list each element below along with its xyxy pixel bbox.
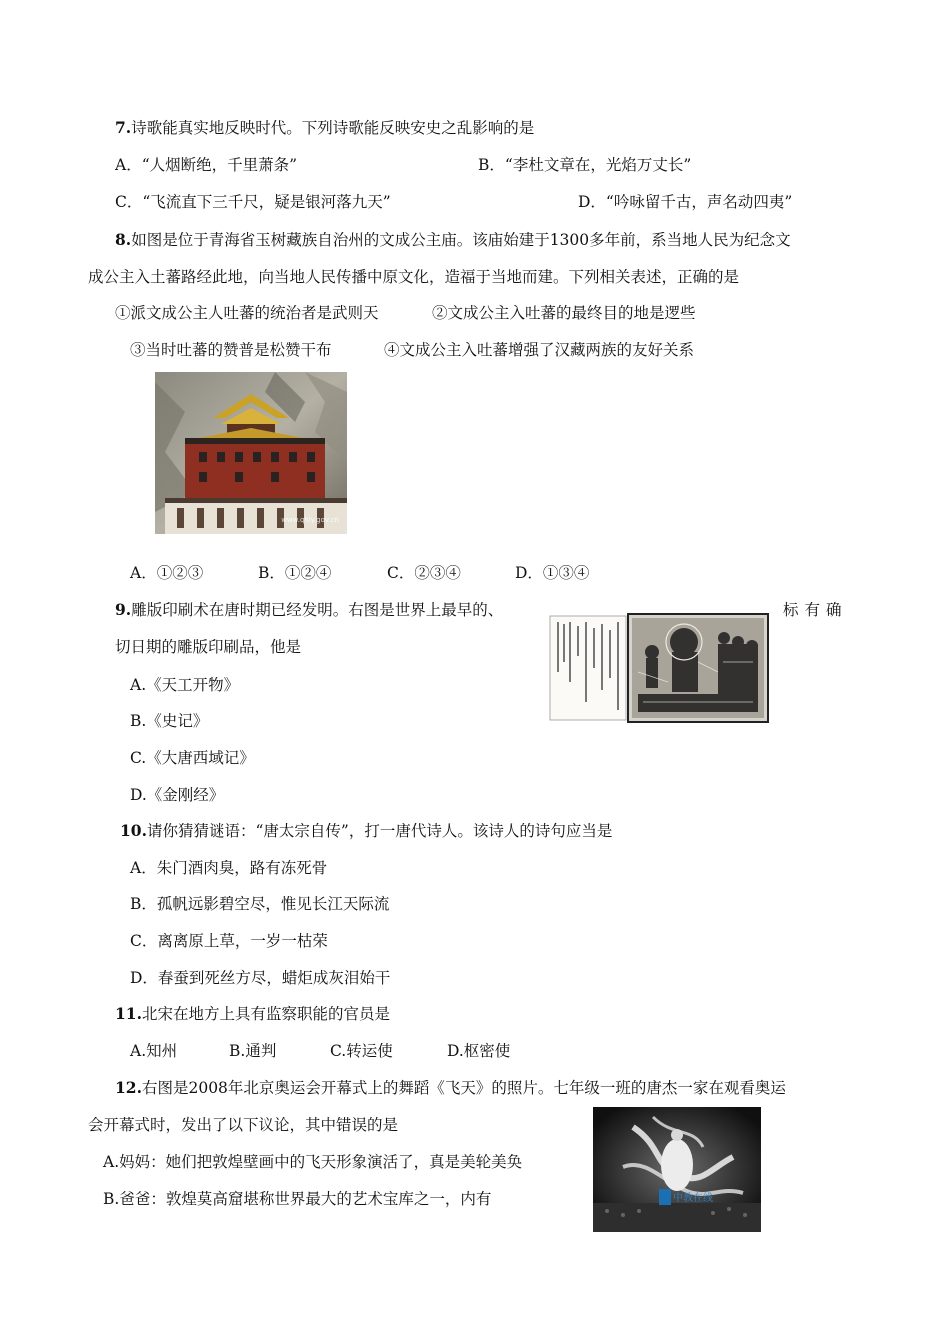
q8-number: 8. — [115, 230, 132, 249]
q12-stem-1 — [115, 1078, 786, 1098]
q8-option-b: B．①②④ — [258, 564, 332, 582]
q9-stem-2: 切日期的雕版印刷品，他是 — [115, 638, 302, 656]
q12-number: 12. — [115, 1078, 142, 1097]
q10-stem — [120, 821, 612, 841]
feitian-photo-watermark: 中教在线 — [673, 1193, 713, 1204]
q8-stem-1-text: 如图是位于青海省玉树藏族自治州的文成公主庙。该庙始建于1300多年前，系当地人民为纪念文 — [131, 231, 791, 249]
q9-option-b: B.《史记》 — [130, 712, 209, 730]
q7-option-a: A．“人烟断绝，千里萧条” — [115, 156, 298, 174]
q7-stem-text: 诗歌能真实地反映时代。下列诗歌能反映安史之乱影响的是 — [131, 119, 535, 137]
q12-stem-1-text: 右图是2008年北京奥运会开幕式上的舞蹈《飞天》的照片。七年级一班的唐杰一家在观看奥运 — [141, 1079, 786, 1097]
q10-option-d: D．春蚕到死丝方尽，蜡炬成灰泪始干 — [130, 969, 391, 987]
q10-option-a: A．朱门酒肉臭，路有冻死骨 — [130, 859, 328, 877]
q11-stem-text: 北宋在地方上具有监察职能的官员是 — [141, 1005, 390, 1023]
q12-stem-2: 会开幕式时，发出了以下议论，其中错误的是 — [88, 1116, 399, 1134]
q7-option-c: C．“飞流直下三千尺，疑是银河落九天” — [115, 193, 391, 211]
q7-option-d: D．“吟咏留千古，声名动四夷” — [578, 193, 793, 211]
q11-number: 11. — [115, 1004, 142, 1023]
q9-stem-1-text: 雕版印刷术在唐时期已经发明。右图是世界上最早的、 — [131, 601, 504, 619]
q11-option-a: A.知州 — [130, 1042, 178, 1060]
q10-stem-text: 请你猜猜谜语：“唐太宗自传”，打一唐代诗人。该诗人的诗句应当是 — [146, 822, 613, 840]
q8-item-3: ③当时吐蕃的赞普是松赞干布 — [130, 341, 332, 359]
q9-stem-1 — [115, 600, 503, 620]
q8-option-c: C．②③④ — [387, 564, 461, 582]
q8-stem-2: 成公主入土蕃路经此地，向当地人民传播中原文化，造福于当地而建。下列相关表述，正确的是 — [88, 268, 740, 286]
q8-item-4: ④文成公主入吐蕃增强了汉藏两族的友好关系 — [384, 341, 695, 359]
q7-number: 7. — [115, 118, 132, 137]
q8-option-a: A．①②③ — [130, 564, 204, 582]
temple-photo-watermark: www.qhly.gov.cn — [281, 516, 339, 524]
q10-option-c: C．离离原上草，一岁一枯荣 — [130, 932, 328, 950]
q10-number: 10. — [120, 821, 147, 840]
feitian-dance-photo — [593, 1107, 761, 1232]
temple-photo — [155, 372, 347, 534]
q8-option-d: D．①③④ — [515, 564, 590, 582]
q9-number: 9. — [115, 600, 132, 619]
q8-item-1: ①派文成公主人吐蕃的统治者是武则天 — [115, 304, 379, 322]
q11-option-d: D.枢密使 — [447, 1042, 511, 1060]
q12-option-a: A.妈妈：她们把敦煌壁画中的飞天形象演活了，真是美轮美奂 — [103, 1153, 523, 1171]
q8-stem-1 — [115, 230, 791, 250]
q11-option-c: C.转运使 — [330, 1042, 393, 1060]
q11-option-b: B.通判 — [229, 1042, 277, 1060]
diamond-sutra-image — [548, 612, 770, 724]
q9-option-a: A.《天工开物》 — [130, 676, 240, 694]
q9-stem-1-end: 标有确 — [783, 601, 848, 619]
q11-stem — [115, 1004, 390, 1024]
q7-option-b: B．“李杜文章在，光焰万丈长” — [478, 156, 692, 174]
q8-item-2: ②文成公主入吐蕃的最终目的地是逻些 — [432, 304, 696, 322]
q9-option-c: C.《大唐西域记》 — [130, 749, 255, 767]
q12-option-b: B.爸爸：敦煌莫高窟堪称世界最大的艺术宝库之一，内有 — [103, 1190, 492, 1208]
q10-option-b: B．孤帆远影碧空尽，惟见长江天际流 — [130, 895, 390, 913]
q9-option-d: D.《金刚经》 — [130, 786, 225, 804]
q7-stem — [115, 118, 534, 138]
